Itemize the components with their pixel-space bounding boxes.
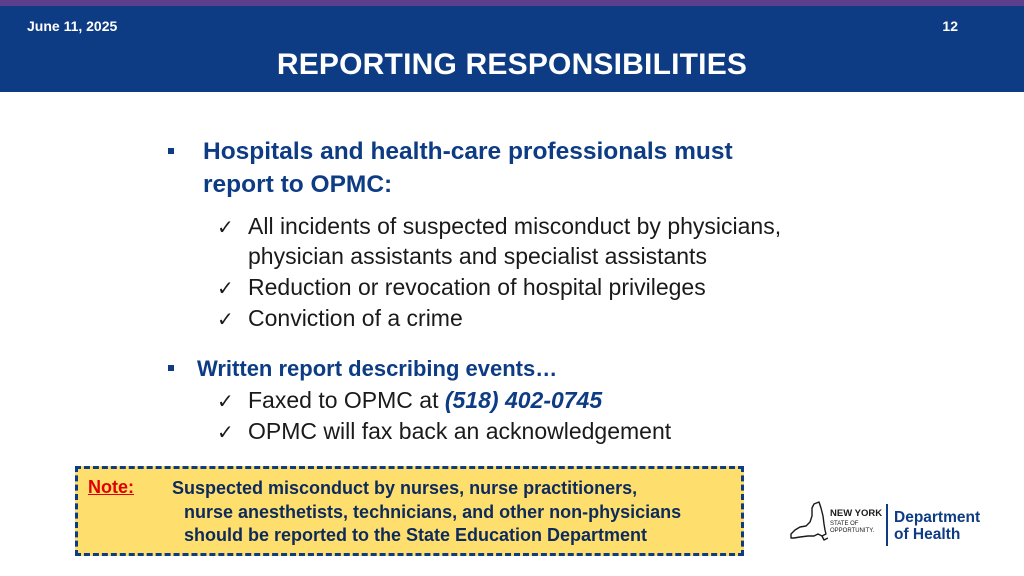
- slide-title: REPORTING RESPONSIBILITIES: [276, 48, 748, 81]
- doh-line1: Department: [894, 509, 981, 526]
- note-box: [75, 466, 744, 556]
- ny-tagline-line2: OPPORTUNITY.: [830, 527, 875, 534]
- bullet1-line2: report to OPMC:: [203, 171, 393, 198]
- note-line2: nurse anesthetists, technicians, and other non-physicians: [184, 502, 682, 522]
- doh-line2: of Health: [894, 526, 961, 543]
- bullet2-item2: OPMC will fax back an acknowledgement: [248, 418, 672, 444]
- bullet1-item3: Conviction of a crime: [248, 305, 463, 331]
- bullet1-item2: Reduction or revocation of hospital privileges: [248, 274, 706, 300]
- checkmark-icon: ✓: [217, 391, 234, 413]
- slide-page-number: 12: [942, 18, 958, 34]
- logo-divider: [886, 504, 888, 546]
- fax-number: (518) 402-0745: [444, 387, 603, 413]
- checkmark-icon: ✓: [217, 422, 234, 444]
- bullet2-item1: [248, 387, 602, 414]
- bullet1-item1-line2: physician assistants and specialist assistants: [248, 243, 707, 269]
- slide-date: June 11, 2025: [27, 18, 118, 34]
- bullet2-text: Written report describing events…: [197, 356, 558, 381]
- bullet-square-icon: [168, 365, 174, 371]
- ny-tagline-line1: STATE OF: [830, 521, 859, 527]
- ny-wordmark: NEW YORK: [830, 508, 883, 519]
- ny-state-map-icon: [788, 500, 828, 546]
- note-line3: should be reported to the State Education Department: [184, 525, 648, 545]
- checkmark-icon: ✓: [217, 217, 234, 239]
- slide-header: [0, 6, 1024, 92]
- checkmark-icon: ✓: [217, 278, 234, 300]
- note-line1: Suspected misconduct by nurses, nurse practitioners,: [172, 478, 638, 498]
- ny-tagline: [830, 521, 874, 534]
- fax-prefix: Faxed to OPMC at: [248, 387, 445, 413]
- checkmark-icon: ✓: [217, 309, 234, 331]
- bullet-square-icon: [168, 148, 174, 154]
- nys-doh-logo: [788, 500, 988, 556]
- note-label: Note:: [88, 477, 134, 497]
- doh-wordmark: [894, 509, 980, 543]
- bullet1-line1: Hospitals and health-care professionals must: [203, 138, 733, 165]
- bullet1-item1-line1: All incidents of suspected misconduct by physicians,: [248, 213, 782, 239]
